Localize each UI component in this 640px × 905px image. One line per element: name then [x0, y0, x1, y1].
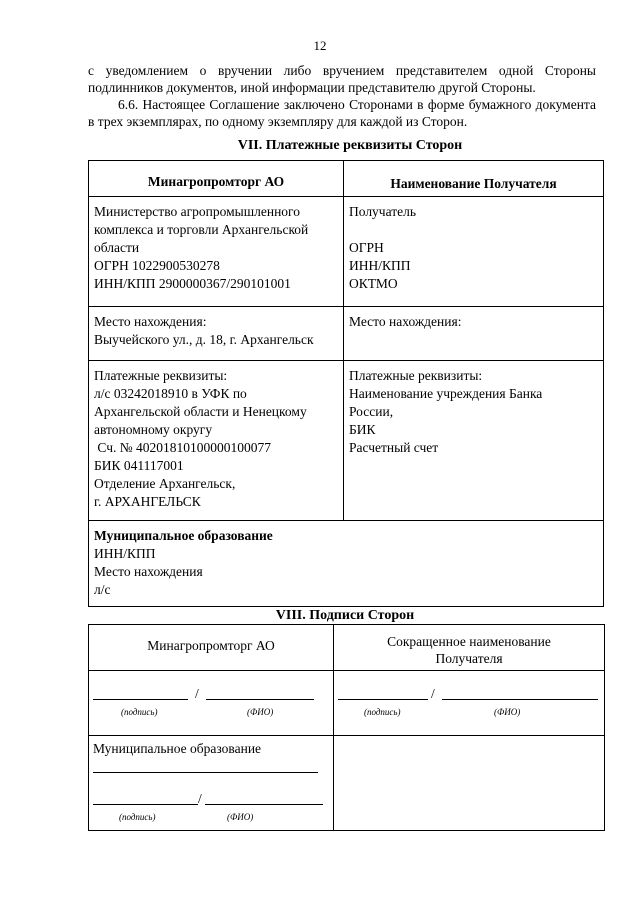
location-label: Место нахождения:	[94, 314, 207, 329]
ministry-payment-cell	[89, 361, 344, 521]
ministry-signature-cell	[89, 671, 334, 736]
ministry-location-cell	[89, 307, 344, 361]
payment-line: БИК 041117001	[94, 458, 184, 473]
fio-line[interactable]	[205, 804, 323, 805]
blank-line	[349, 221, 598, 239]
payment-line: БИК	[349, 422, 376, 437]
col-header-ministry: Минагропромторг АО	[89, 161, 344, 197]
signature-caption: (подпись)	[121, 707, 158, 717]
recipient-ogrn: ОГРН	[349, 240, 384, 255]
recipient-label: Получатель	[349, 204, 417, 219]
sig-header-recipient	[334, 625, 605, 671]
payment-line: л/с 03242018910 в УФК по	[94, 386, 247, 401]
signature-caption: (подпись)	[364, 707, 401, 717]
signatures-table	[88, 624, 605, 831]
slash: /	[431, 686, 435, 701]
municipal-line: л/с	[94, 582, 111, 597]
ministry-inn-kpp: ИНН/КПП 2900000367/290101001	[94, 276, 291, 291]
payment-line: Расчетный счет	[349, 440, 439, 455]
payment-line: автономному округу	[94, 422, 213, 437]
recipient-header-line: Получателя	[435, 651, 503, 666]
fio-caption: (ФИО)	[494, 707, 521, 717]
municipal-name-line[interactable]	[93, 772, 318, 773]
signature-caption: (подпись)	[119, 812, 156, 822]
signature-line[interactable]	[338, 699, 428, 700]
ministry-org-line: Министерство агропромышленного	[94, 204, 300, 219]
municipal-line: Место нахождения	[94, 564, 203, 579]
payment-line: Платежные реквизиты:	[349, 368, 483, 383]
ministry-org-line: области	[94, 240, 140, 255]
ministry-ogrn: ОГРН 1022900530278	[94, 258, 220, 273]
payment-line: г. АРХАНГЕЛЬСК	[94, 494, 201, 509]
fio-caption: (ФИО)	[227, 812, 254, 822]
paragraph-6-6: 6.6. Настоящее Соглашение заключено Сторонами в форме бумажного документа в трех экземплярах, по одному экземпляру для каждой из Сторон.	[88, 97, 596, 129]
municipal-cell	[89, 521, 604, 607]
signature-line[interactable]	[93, 699, 188, 700]
recipient-header-line: Сокращенное наименование	[387, 634, 551, 649]
payment-line: Сч. № 40201810100000100077	[94, 440, 271, 455]
sig-header-ministry: Минагропромторг АО	[89, 625, 334, 671]
ministry-org-line: комплекса и торговли Архангельской	[94, 222, 309, 237]
fio-line[interactable]	[206, 699, 314, 700]
municipal-label: Муниципальное образование	[93, 741, 262, 756]
recipient-empty-cell	[334, 736, 605, 831]
recipient-signature-cell	[334, 671, 605, 736]
recipient-org-cell	[344, 197, 604, 307]
payment-details-table	[88, 160, 604, 607]
col-header-recipient: Наименование Получателя	[344, 161, 604, 197]
page-number: 12	[313, 38, 327, 53]
location-value: Выучейского ул., д. 18, г. Архангельск	[94, 332, 314, 347]
slash: /	[198, 791, 202, 806]
paragraph-continuation: с уведомлением о вручении либо вручением представителем одной Стороны подлинников документов, иной информации представителю другой Стороны.	[88, 63, 596, 95]
ministry-org-cell	[89, 197, 344, 307]
payment-line: Отделение Архангельск,	[94, 476, 236, 491]
section-7-title: VII. Платежные реквизиты Сторон	[237, 138, 463, 153]
payment-line: Наименование учреждения Банка	[349, 386, 543, 401]
location-label: Место нахождения:	[349, 314, 462, 329]
payment-line: Платежные реквизиты:	[94, 368, 228, 383]
recipient-inn-kpp: ИНН/КПП	[349, 258, 411, 273]
municipal-title: Муниципальное образование	[94, 528, 273, 543]
municipal-signature-cell	[89, 736, 334, 831]
recipient-payment-cell	[344, 361, 604, 521]
municipal-line: ИНН/КПП	[94, 546, 156, 561]
payment-line: Архангельской области и Ненецкому	[94, 404, 307, 419]
fio-line[interactable]	[442, 699, 598, 700]
signature-line[interactable]	[93, 804, 198, 805]
recipient-location-cell	[344, 307, 604, 361]
fio-caption: (ФИО)	[247, 707, 274, 717]
slash: /	[195, 686, 199, 701]
payment-line: России,	[349, 404, 394, 419]
recipient-oktmo: ОКТМО	[349, 276, 398, 291]
section-8-title: VIII. Подписи Сторон	[275, 608, 415, 623]
